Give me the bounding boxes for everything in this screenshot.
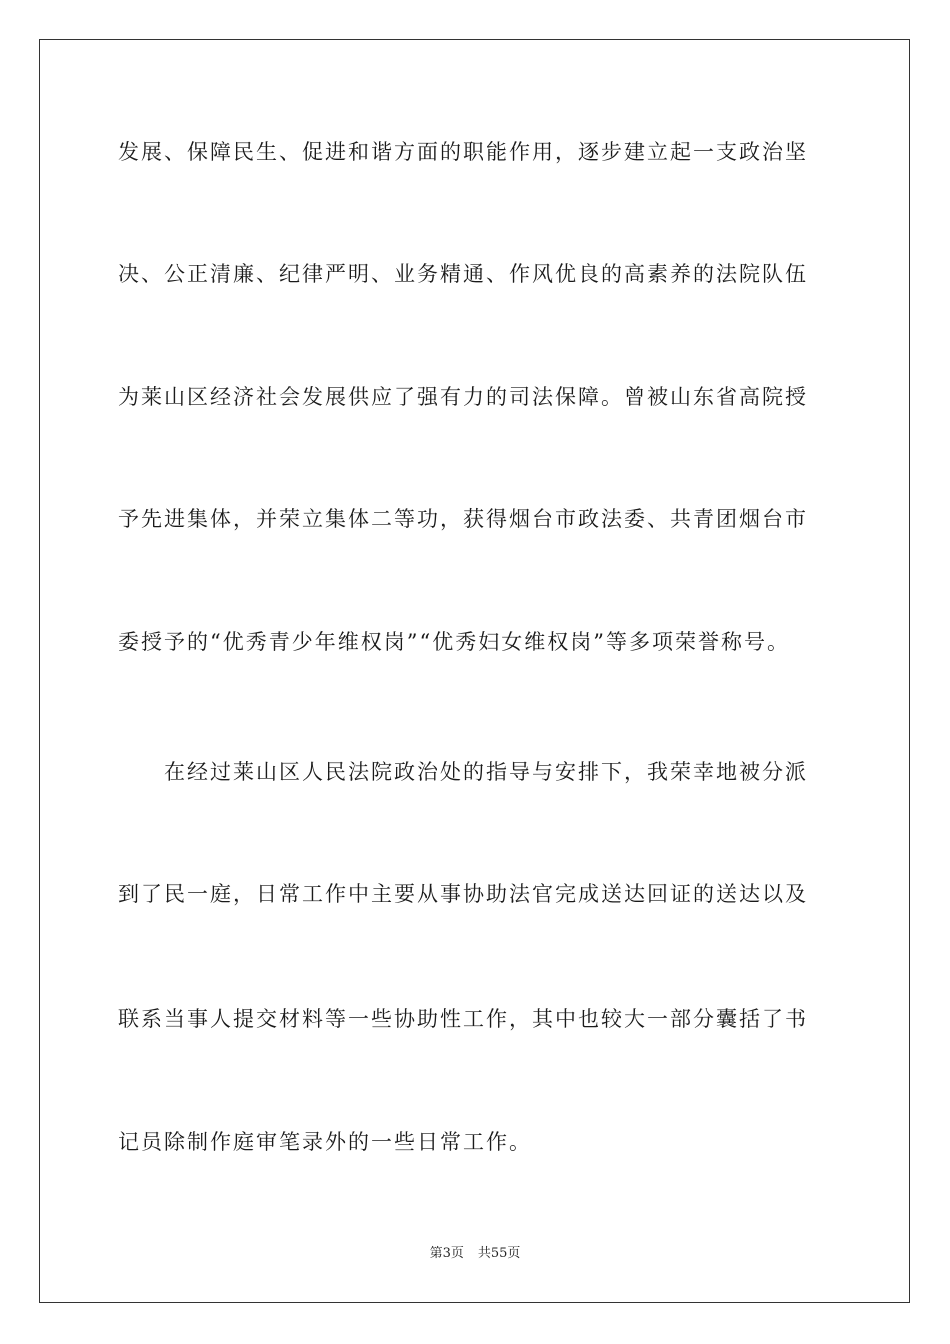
body-line-3: 为莱山区经济社会发展供应了强有力的司法保障。曾被山东省高院授: [118, 385, 808, 409]
page-number: 第3页: [429, 1246, 464, 1261]
body-line-2: 决、公正清廉、纪律严明、业务精通、作风优良的高素养的法院队伍: [118, 262, 808, 286]
body-line-8: 联系当事人提交材料等一些协助性工作，其中也较大一部分囊括了书: [118, 1007, 808, 1031]
body-line-7: 到了民一庭，日常工作中主要从事协助法官完成送达回证的送达以及: [118, 882, 808, 906]
body-line-5: 委授予的“优秀青少年维权岗”“优秀妇女维权岗”等多项荣誉称号。: [118, 630, 790, 654]
page-footer: [0, 1245, 950, 1263]
body-line-1: 发展、保障民生、促进和谐方面的职能作用，逐步建立起一支政治坚: [118, 140, 808, 164]
body-line-4: 予先进集体，并荣立集体二等功，获得烟台市政法委、共青团烟台市: [118, 507, 808, 531]
body-line-6-paragraph-start: 在经过莱山区人民法院政治处的指导与安排下，我荣幸地被分派: [164, 760, 808, 784]
body-line-9: 记员除制作庭审笔录外的一些日常工作。: [118, 1130, 532, 1154]
page-total: 共55页: [477, 1246, 521, 1261]
page-border: [39, 39, 910, 1303]
